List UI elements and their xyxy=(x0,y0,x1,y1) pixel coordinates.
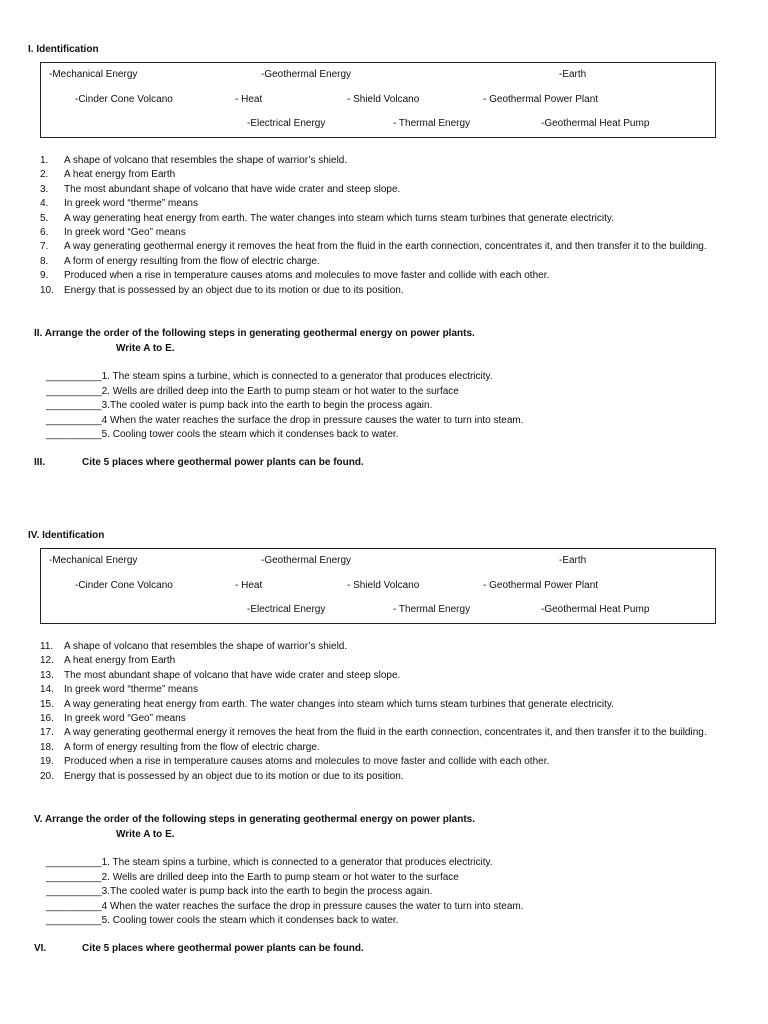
identification-heading: I. Identification xyxy=(28,44,99,55)
arrange-heading: II. Arrange the order of the following steps in generating geothermal energy on power plants. xyxy=(34,328,475,339)
word-bank-term: -Cinder Cone Volcano xyxy=(75,580,173,591)
arrange-steps xyxy=(46,370,686,443)
arrange-instruction: Write A to E. xyxy=(116,343,175,354)
arrange-steps xyxy=(46,856,686,929)
arrange-step: __________2. Wells are drilled deep into the Earth to pump steam or hot water to the surface xyxy=(46,385,459,397)
identification-item: 17. A way generating geothermal energy it removes the heat from the fluid in the earth connection, concentrates it, and then transfer it to the building. xyxy=(40,727,707,739)
word-bank-term: - Heat xyxy=(235,94,263,105)
arrange-step: __________5. Cooling tower cools the steam which it condenses back to water. xyxy=(46,915,399,926)
word-bank-term: -Mechanical Energy xyxy=(49,555,138,566)
word-bank-term: -Earth xyxy=(559,555,587,566)
cite-instruction: Cite 5 places where geothermal power plants can be found. xyxy=(82,943,364,954)
arrange-instruction: Write A to E. xyxy=(116,829,175,840)
word-bank-term: -Earth xyxy=(559,69,587,80)
word-bank-term: - Shield Volcano xyxy=(347,94,420,105)
identification-item: 4. In greek word “therme” means xyxy=(40,198,198,210)
word-bank-term: -Geothermal Energy xyxy=(261,69,352,80)
cite-roman-numeral: VI. xyxy=(34,943,47,954)
word-bank-term: - Shield Volcano xyxy=(347,580,420,591)
arrange-step: __________4 When the water reaches the surface the drop in pressure causes the water to turn into steam. xyxy=(46,414,524,426)
identification-item: 16. In greek word “Geo” means xyxy=(40,713,186,725)
word-bank-term: -Geothermal Heat Pump xyxy=(541,604,650,615)
cite-roman-numeral: III. xyxy=(34,457,46,468)
identification-item: 9. Produced when a rise in temperature causes atoms and molecules to move faster and collide with each other. xyxy=(40,270,550,282)
identification-item: 11. A shape of volcano that resembles the shape of warrior’s shield. xyxy=(40,641,348,652)
arrange-step: __________5. Cooling tower cools the steam which it condenses back to water. xyxy=(46,429,399,440)
identification-item: 20. Energy that is possessed by an object due to its motion or due to its position. xyxy=(40,770,404,782)
identification-item: 14. In greek word “therme” means xyxy=(40,684,198,696)
identification-items xyxy=(40,640,720,784)
arrange-step: __________4 When the water reaches the surface the drop in pressure causes the water to turn into steam. xyxy=(46,900,524,912)
identification-item: 13. The most abundant shape of volcano that have wide crater and steep slope. xyxy=(40,669,401,681)
identification-item: 8. A form of energy resulting from the flow of electric charge. xyxy=(40,255,320,267)
arrange-step: __________1. The steam spins a turbine, which is connected to a generator that produces electricity. xyxy=(46,371,493,382)
word-bank-term: -Electrical Energy xyxy=(247,604,326,615)
identification-item: 19. Produced when a rise in temperature causes atoms and molecules to move faster and collide with each other. xyxy=(40,756,550,768)
identification-item: 10. Energy that is possessed by an object due to its motion or due to its position. xyxy=(40,284,404,296)
identification-item: 18. A form of energy resulting from the flow of electric charge. xyxy=(40,741,320,753)
word-bank-term: - Geothermal Power Plant xyxy=(483,580,599,591)
arrange-step: __________3.The cooled water is pump back into the earth to begin the process again. xyxy=(46,886,433,897)
word-bank-term: - Thermal Energy xyxy=(393,118,471,129)
identification-item: 12. A heat energy from Earth xyxy=(40,655,176,667)
word-bank-term: - Thermal Energy xyxy=(393,604,471,615)
cite-instruction: Cite 5 places where geothermal power plants can be found. xyxy=(82,457,364,468)
word-bank-term: - Heat xyxy=(235,580,263,591)
word-bank-box xyxy=(40,62,716,138)
arrange-step: __________1. The steam spins a turbine, which is connected to a generator that produces electricity. xyxy=(46,857,493,868)
word-bank-term: -Geothermal Energy xyxy=(261,555,352,566)
cite-heading xyxy=(34,457,364,468)
identification-item: 15. A way generating heat energy from earth. The water changes into steam which turns steam turbines that generate electricity. xyxy=(40,698,614,710)
identification-item: 1. A shape of volcano that resembles the shape of warrior’s shield. xyxy=(40,155,348,166)
arrange-step: __________2. Wells are drilled deep into the Earth to pump steam or hot water to the surface xyxy=(46,871,459,883)
word-bank-box xyxy=(40,548,716,624)
word-bank-term: -Geothermal Heat Pump xyxy=(541,118,650,129)
arrange-heading: V. Arrange the order of the following steps in generating geothermal energy on power plants. xyxy=(34,814,475,825)
identification-item: 3. The most abundant shape of volcano that have wide crater and steep slope. xyxy=(40,183,401,195)
identification-item: 5. A way generating heat energy from earth. The water changes into steam which turns steam turbines that generate electricity. xyxy=(40,212,614,224)
word-bank-term: -Electrical Energy xyxy=(247,118,326,129)
identification-item: 7. A way generating geothermal energy it removes the heat from the fluid in the earth connection, concentrates it, and then transfer it to the building. xyxy=(40,241,707,253)
cite-heading xyxy=(34,943,364,954)
word-bank-term: -Mechanical Energy xyxy=(49,69,138,80)
arrange-step: __________3.The cooled water is pump back into the earth to begin the process again. xyxy=(46,400,433,411)
identification-items xyxy=(40,154,720,298)
word-bank-term: -Cinder Cone Volcano xyxy=(75,94,173,105)
identification-heading: IV. Identification xyxy=(28,530,105,541)
identification-item: 6. In greek word “Geo” means xyxy=(40,227,186,239)
identification-item: 2. A heat energy from Earth xyxy=(40,169,176,181)
word-bank-term: - Geothermal Power Plant xyxy=(483,94,599,105)
